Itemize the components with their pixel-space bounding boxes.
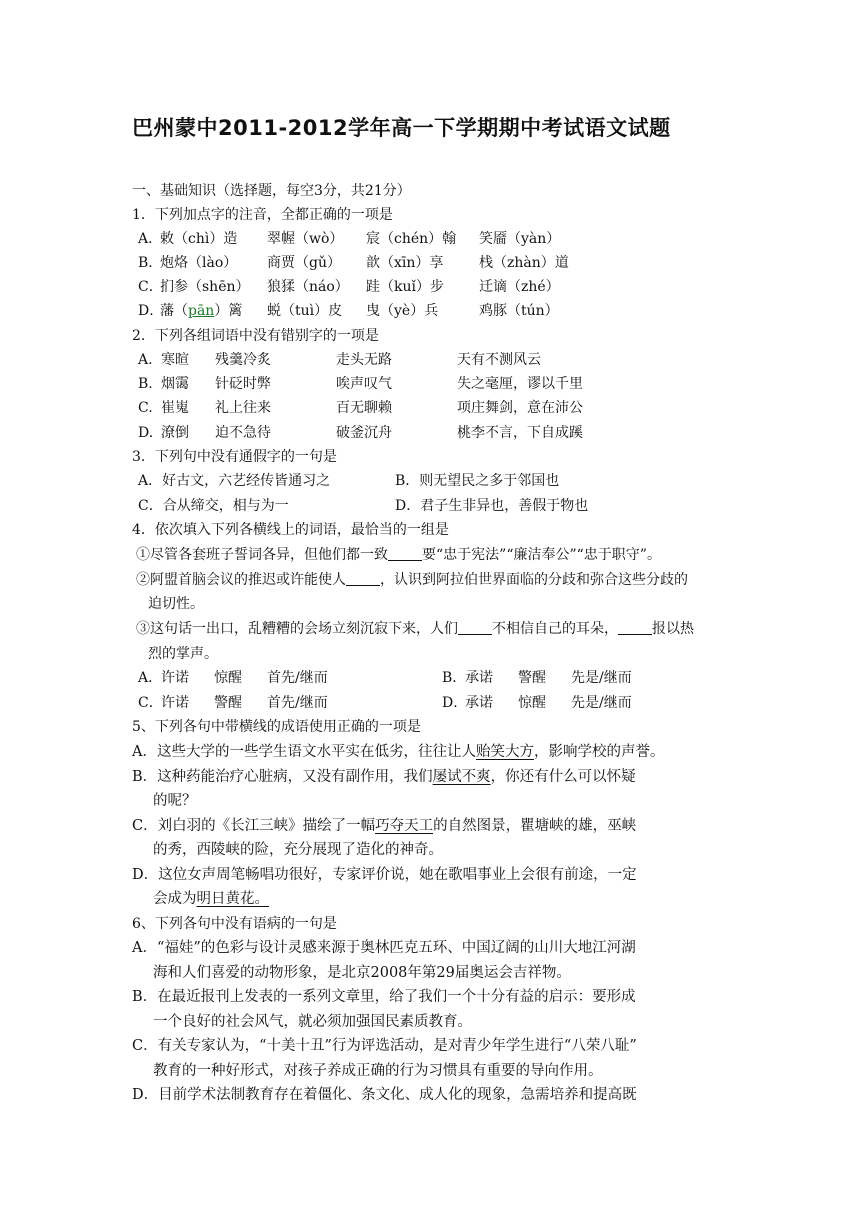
q1-d-4: 鸡豚（tún） (479, 303, 559, 319)
q4-options-ab: A． 许诺 惊醒 首先/继而 B． 承诺 警醒 先是/继而 (138, 670, 632, 686)
q1-d-2: 蜕（tuì）皮 (267, 303, 343, 319)
q4-options-cd: C． 许诺 警醒 首先/继而 D． 承诺 惊醒 先是/继而 (138, 695, 632, 711)
q1-b-3: 歆（xīn）享 (366, 255, 444, 271)
q4-sentence-3: ③这句话一出口，乱糟糟的会场立刻沉寂下来，人们 不相信自己的耳朵， 报以热 (136, 621, 694, 637)
idiom-underlined: 巧夺天工 (375, 818, 434, 834)
question-6-stem: 6、下列各句中没有语病的一句是 (132, 916, 337, 932)
q1-c-2: 狼猱（náo） (267, 279, 349, 295)
question-3-stem: 3．下列句中没有通假字的一句是 (132, 449, 337, 465)
section-heading: 一、基础知识（选择题，每空3分，共21分） (132, 183, 411, 199)
question-5-stem: 5、下列各句中带横线的成语使用正确的一项是 (132, 719, 421, 735)
q2-option-d: D. 潦倒 迫不急待 破釜沉舟 桃李不言，下自成蹊 (138, 425, 583, 441)
q5-option-b-cont: 的呢？ (153, 793, 197, 809)
q6-option-c: C．有关专家认为，“十美十丑”行为评选活动，是对青少年学生进行“八荣八耻” (132, 1038, 637, 1054)
q4-sentence-2-cont: 迫切性。 (148, 596, 204, 612)
q1-a-4: 笑靥（yàn） (479, 231, 561, 247)
blank-2 (346, 571, 380, 586)
q6-option-b-cont: 一个良好的社会风气，就必须加强国民素质教育。 (153, 1014, 472, 1030)
q1-c-4: 迁谪（zhé） (479, 279, 560, 295)
q5-option-c: C．刘白羽的《长江三峡》描绘了一幅巧夺天工的自然图景，瞿塘峡的雄，巫峡 (132, 818, 637, 834)
q5-option-d: D．这位女声周笔畅唱功很好，专家评价说，她在歌唱事业上会很有前途，一定 (132, 867, 637, 883)
q1-b-2: 商贾（gǔ） (267, 255, 341, 271)
q1-a-1: 敕（chì）造 (160, 231, 238, 247)
q5-option-d-cont: 会成为明日黄花。 (153, 891, 269, 907)
idiom-underlined: 贻笑大方 (475, 744, 534, 760)
q3-options-cd: C．合从缔交，相与为一 D．君子生非异也，善假于物也 (138, 498, 589, 514)
question-1-stem: 1．下列加点字的注音，全都正确的一项是 (132, 207, 393, 223)
q1-option-d: D． 藩（pān）篱 蜕（tuì）皮 曳（yè）兵 鸡豚（tún） (138, 303, 559, 319)
q2-option-c: C. 崔嵬 礼上往来 百无聊赖 项庄舞剑，意在沛公 (138, 400, 583, 416)
q1-option-c: C． 扪参（shēn） 狼猱（náo） 跬（kuǐ）步 迁谪（zhé） (138, 279, 560, 295)
q1-a-2: 翠幄（wò） (267, 231, 344, 247)
q5-option-b: B．这种药能治疗心脏病，又没有副作用，我们屡试不爽，你还有什么可以怀疑 (132, 769, 636, 785)
q1-option-b: B． 炮烙（lào） 商贾（gǔ） 歆（xīn）享 栈（zhàn）道 (138, 255, 569, 271)
blank-3 (458, 620, 492, 635)
q4-sentence-2: ②阿盟首脑会议的推迟或许能使人 ，认识到阿拉伯世界面临的分歧和弥合这些分歧的 (136, 572, 688, 588)
q1-option-a: A． 敕（chì）造 翠幄（wò） 宸（chén）翰 笑靥（yàn） (138, 231, 561, 247)
blank-1 (388, 546, 422, 561)
idiom-underlined: 明日黄花。 (196, 891, 269, 907)
q4-sentence-1: ①尽管各套班子誓词各异，但他们都一致 要“忠于宪法”“廉洁奉公”“忠于职守”。 (136, 547, 661, 563)
question-2-stem: 2．下列各组词语中没有错别字的一项是 (132, 328, 379, 344)
q6-option-d: D．目前学术法制教育存在着僵化、条文化、成人化的现象，急需培养和提高既 (132, 1087, 637, 1103)
q1-c-3: 跬（kuǐ）步 (366, 279, 444, 295)
q5-option-c-cont: 的秀，西陵峡的险，充分展现了造化的神奇。 (153, 842, 443, 858)
q1-c-1: 扪参（shēn） (160, 279, 250, 295)
q2-option-b: B. 烟霭 针砭时弊 唉声叹气 失之毫厘，谬以千里 (138, 376, 583, 392)
q1-a-3: 宸（chén）翰 (366, 231, 457, 247)
q6-option-a-cont: 海和人们喜爱的动物形象，是北京2008年第29届奥运会吉祥物。 (153, 965, 571, 981)
q1-d-3: 曳（yè）兵 (366, 303, 439, 319)
idiom-underlined: 屡试不爽 (432, 769, 491, 785)
page-title: 巴州蒙中2011-2012学年高一下学期期中考试语文试题 (132, 116, 671, 140)
q3-options-ab: A．好古文，六艺经传皆通习之 B．则无望民之多于邻国也 (138, 473, 560, 489)
q2-option-a: A. 寒暄 残羹冷炙 走头无路 天有不测风云 (138, 352, 541, 368)
blank-4 (618, 620, 652, 635)
q6-option-a: A．“福娃”的色彩与设计灵感来源于奥林匹克五环、中国辽阔的山川大地江河湖 (132, 940, 636, 956)
q6-option-c-cont: 教育的一种好形式，对孩子养成正确的行为习惯具有重要的导向作用。 (153, 1063, 603, 1079)
q1-b-4: 栈（zhàn）道 (479, 255, 569, 271)
q1-b-1: 炮烙（lào） (160, 255, 238, 271)
q5-option-a: A．这些大学的一些学生语文水平实在低劣，往往让人贻笑大方，影响学校的声誉。 (132, 744, 665, 760)
q4-sentence-3-cont: 烈的掌声。 (148, 646, 218, 662)
q1-d-1: 藩（pān）篱 (160, 303, 243, 319)
q6-option-b: B．在最近报刊上发表的一系列文章里，给了我们一个十分有益的启示：要形成 (132, 989, 636, 1005)
question-4-stem: 4．依次填入下列各横线上的词语，最恰当的一组是 (132, 522, 449, 538)
